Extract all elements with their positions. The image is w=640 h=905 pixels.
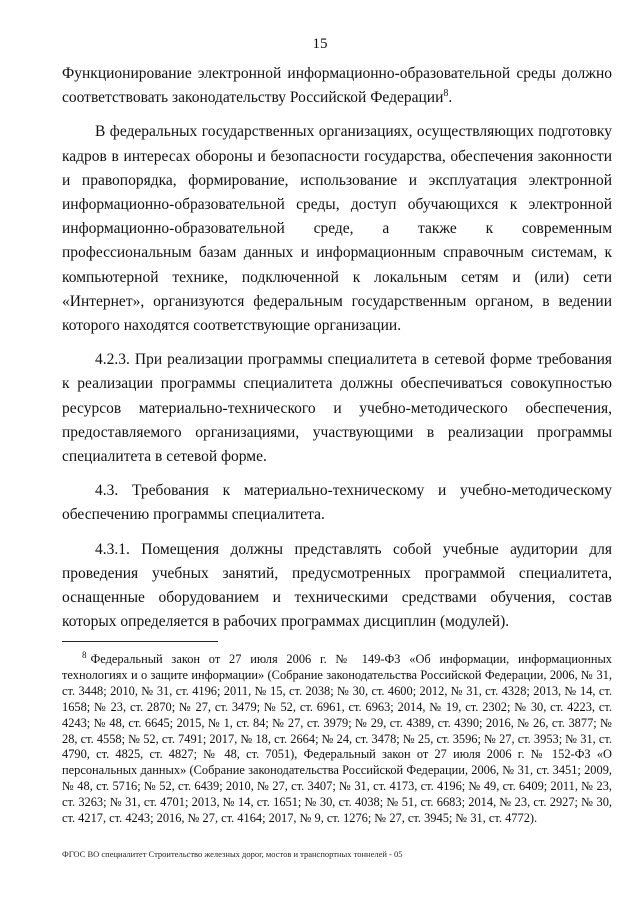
- footnote-reference: 8: [443, 88, 449, 100]
- paragraph-2: В федеральных государственных организациях, осуществляющих подготовку кадров в интересах обороны и безопасности государства, обеспечения законности и правопорядка, формирование, использование и эксплуатация электронной информационно-образовательной среды, доступ обучающихся к электронной информационно-образовательной среде, а также к современным профессиональным базам данных и информационным справочным системам, к компьютерной технике, подключенной к локальным сетям и (или) сети «Интернет», организуются федеральным государственным органом, в ведении которого находятся соответствующие организации.: [62, 123, 612, 335]
- paragraph-3: 4.2.3. При реализации программы специалитета в сетевой форме требования к реализации программы специалитета должны обеспечиваться совокупностью ресурсов материально-технического и учебно-методического обеспечения, предоставляемого организациями, участвующими в реализации программы специалитета в сетевой форме.: [62, 351, 612, 466]
- main-text: [62, 62, 612, 634]
- paragraph-5: 4.3.1. Помещения должны представлять собой учебные аудитории для проведения учебных занятий, предусмотренных программой специалитета, оснащенные оборудованием и техническими средствами обучения, состав которых определяется в рабочих программах дисциплин (модулей).: [62, 540, 612, 631]
- paragraph-1-text: Функционирование электронной информационно-образовательной среды должно соответствовать законодательству Российской Федерации: [62, 65, 612, 107]
- paragraph-1: [62, 62, 612, 110]
- page-number: 15: [312, 36, 328, 52]
- footnote: [62, 649, 612, 827]
- footnote-divider: [62, 641, 218, 642]
- footnote-text: Федеральный закон от 27 июля 2006 г. № 149-ФЗ «Об информации, информационных технологиях и о защите информации» (Собрание законодательства Российской Федерации, 2006, № 31, ст. 3448; 2010, № 31, ст. 4196; 2011, № 15, ст. 2038; № 30, ст. 4600; 2012, № 31, ст. 4328; 2013, № 14, ст. 1658; № 23, ст. 2870; № 27, ст. 3479; № 52, ст. 6961, ст. 6963; 2014, № 19, ст. 2302; № 30, ст. 4223, ст. 4243; № 48, ст. 6645; 2015, № 1, ст. 84; № 27, ст. 3979; № 29, ст. 4389, ст. 4390; 2016, № 26, ст. 3877; № 28, ст. 4558; № 52, ст. 7491; 2017, № 18, ст. 2664; № 24, ст. 3478; № 25, ст. 3596; № 27, ст. 3953; № 31, ст. 4790, ст. 4825, ст. 4827; № 48, ст. 7051), Федеральный закон от 27 июля 2006 г. № 152-ФЗ «О персональных данных» (Собрание законодательства Российской Федерации, 2006, № 31, ст. 3451; 2009, № 48, ст. 5716; № 52, ст. 6439; 2010, № 27, ст. 3407; № 31, ст. 4173, ст. 4196; № 49, ст. 6409; 2011, № 23, ст. 3263; № 31, ст. 4701; 2013, № 14, ст. 1651; № 30, ст. 4038; № 51, ст. 6683; 2014, № 23, ст. 2927; № 30, ст. 4217, ст. 4243; 2016, № 27, ст. 4164; 2017, № 9, ст. 1276; № 27, ст. 3945; № 31, ст. 4772).: [62, 652, 612, 826]
- page-footer: ФГОС ВО специалитет Строительство железных дорог, мостов и транспортных тоннелей - 05: [62, 849, 403, 859]
- paragraph-1-end: .: [448, 89, 453, 107]
- footnote-mark: 8: [82, 649, 87, 660]
- paragraph-4: 4.3. Требования к материально-техническому и учебно-методическому обеспечению программы специалитета.: [62, 482, 612, 524]
